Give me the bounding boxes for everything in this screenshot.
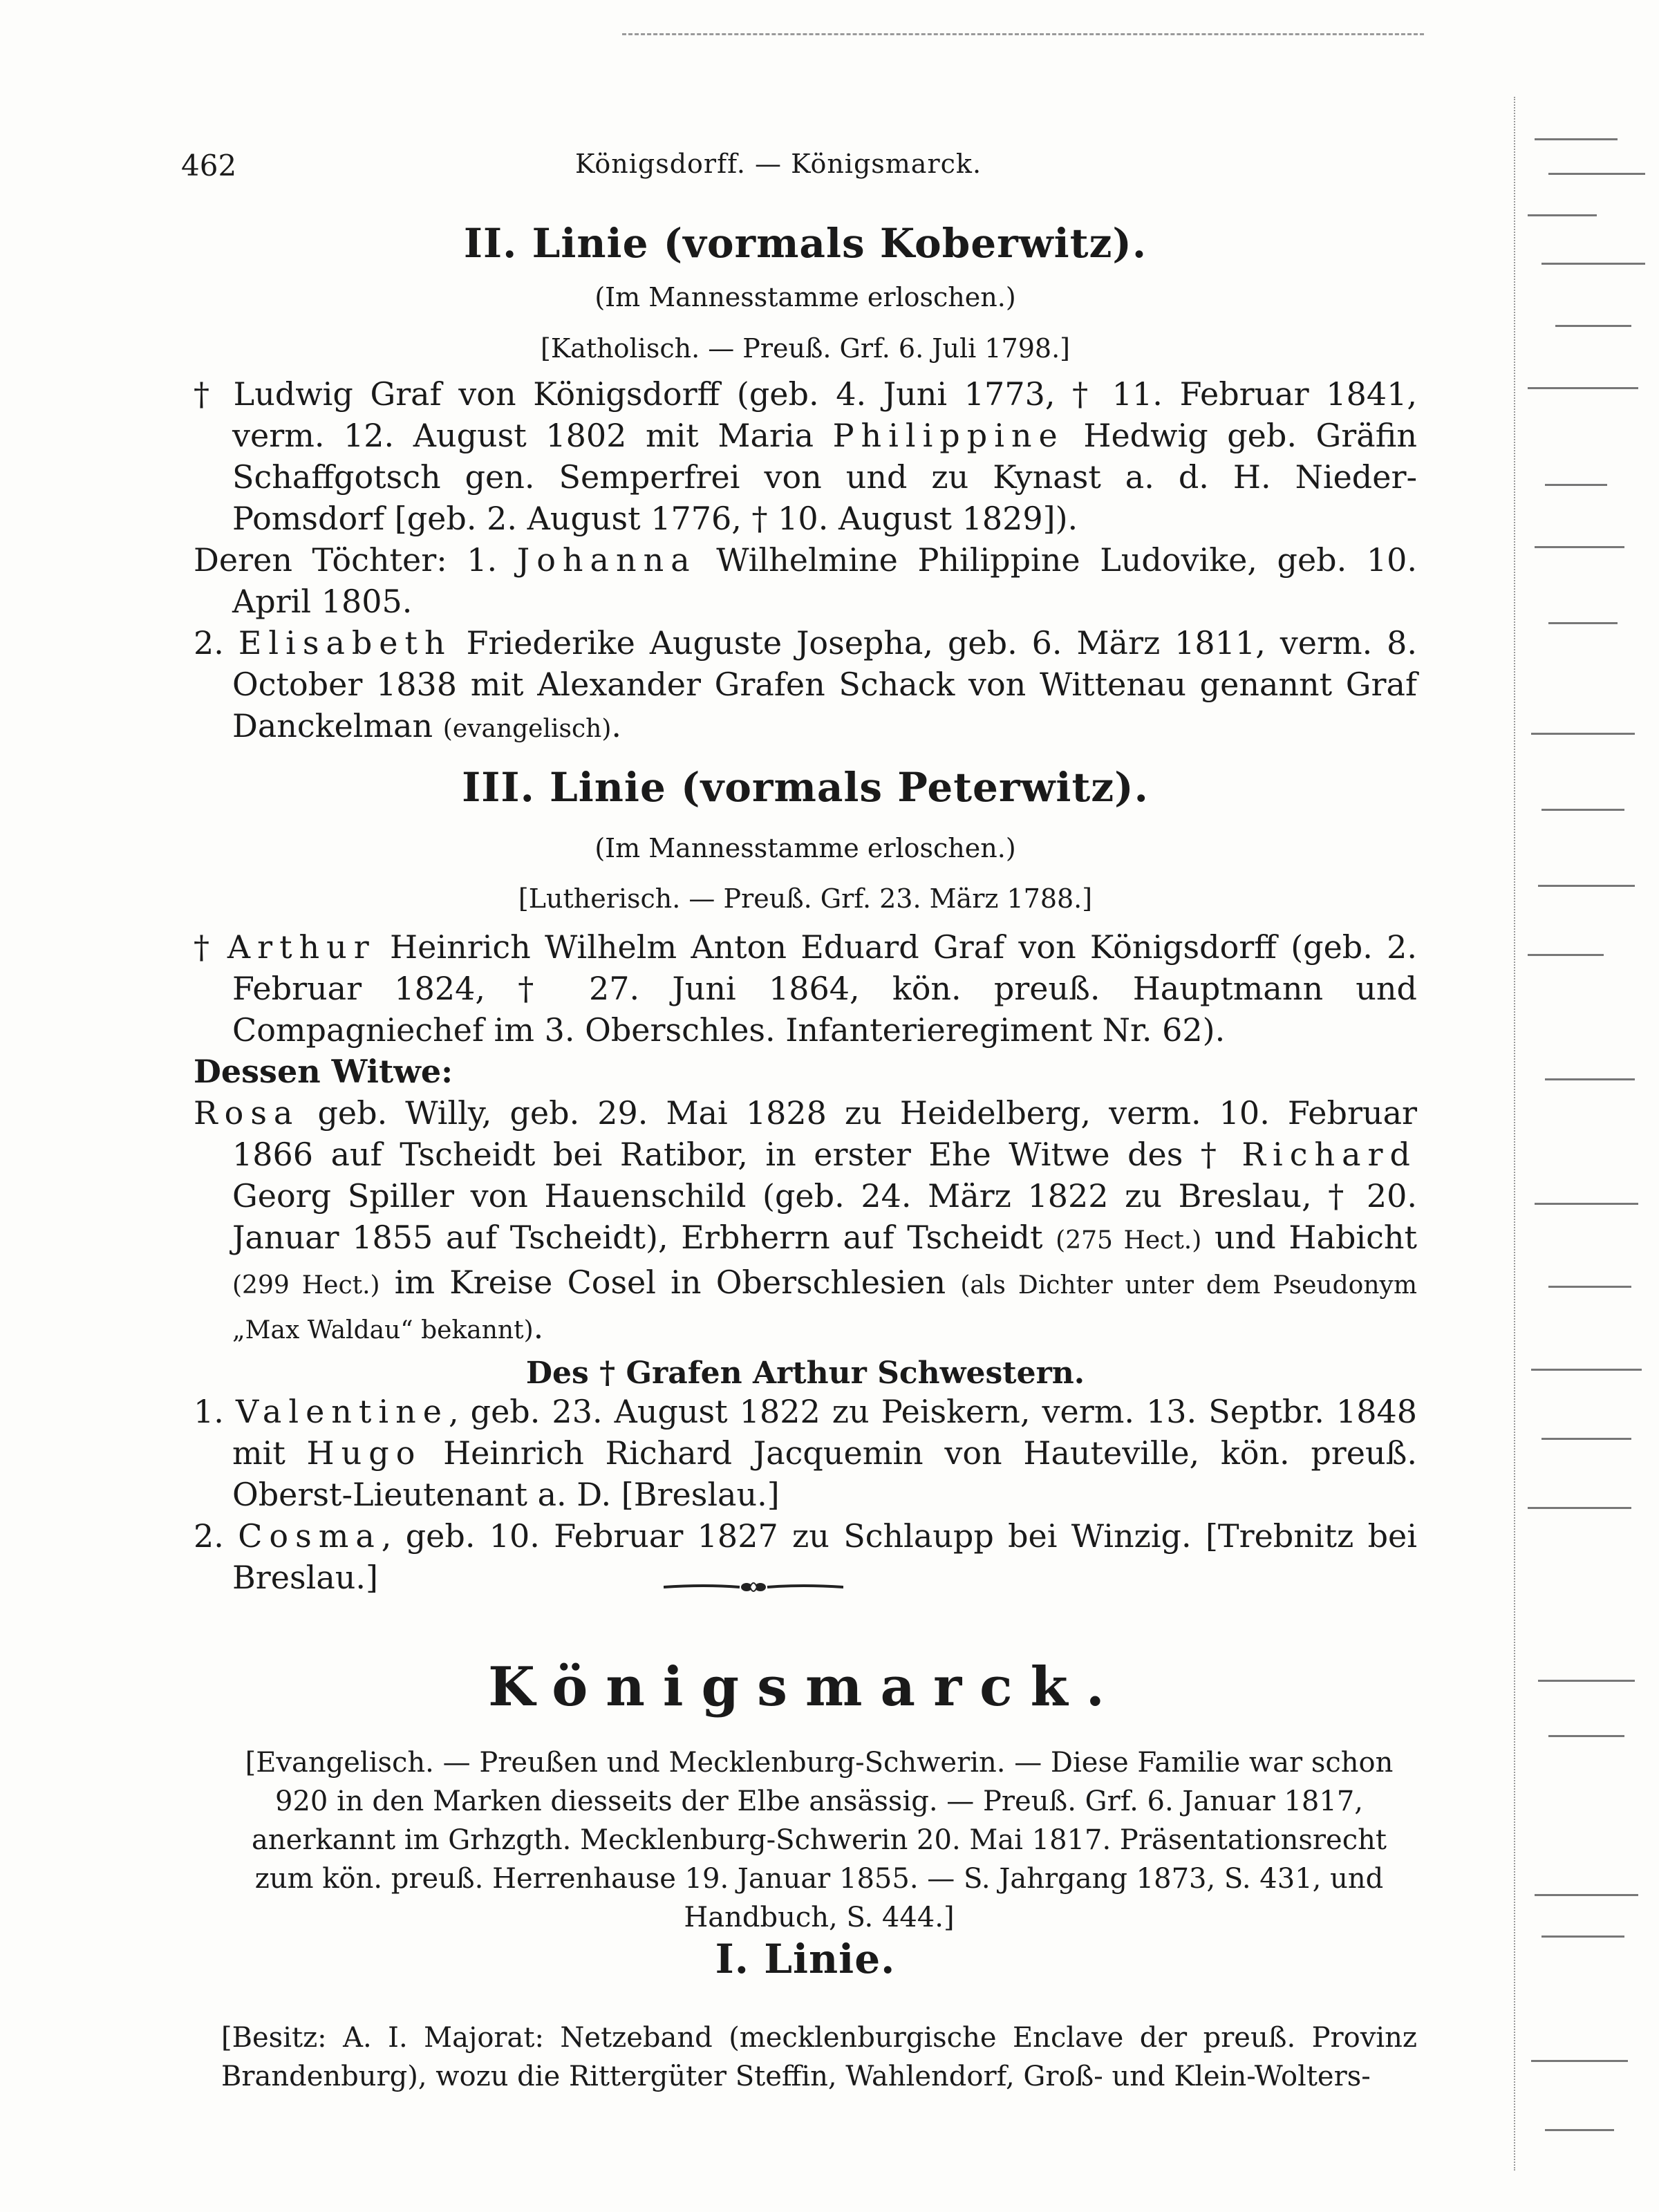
section-iii-entries (194, 926, 1417, 1598)
genealogy-entry (194, 1391, 1417, 1515)
genealogy-entry (194, 926, 1417, 1051)
entry-text: Heinrich Wilhelm Anton Eduard Graf von Königsdorff (geb. 2. Februar 1824, † 27. Juni 1864, kön. preuß. Hauptmann und Compagniechef im 3. Oberschles. Infanterieregiment Nr. 62). (232, 928, 1418, 1049)
entry-text: † (194, 928, 227, 966)
bleed-through-text (1528, 124, 1659, 2198)
spaced-name: Johanna (516, 541, 697, 579)
entry-text: im Kreise Cosel in Oberschlesien (379, 1264, 961, 1301)
genealogy-entry (194, 539, 1417, 622)
entry-text: Wilhelmine Philippine Ludovike, geb. 10. April 1805. (232, 541, 1417, 620)
section-ii-subtitle-wrap (194, 282, 1417, 312)
section-title: II. Linie (vormals Koberwitz). (463, 220, 1147, 267)
entry-text: . (611, 707, 622, 744)
family-intro: [Evangelisch. — Preußen und Mecklenburg-Schwerin. — Diese Familie war schon 920 in den Marken diesseits der Elbe ansässig. — Preuß. Grf. 6. Januar 1817, anerkannt im Grhzgth. Mecklenburg-Schwerin 20. Mai 1817. Präsentationsrecht zum kön. preuß. Herrenhause 19. Januar 1855. — S. Jahrgang 1873, S. 431, und Handbuch, S. 444.] (245, 1747, 1394, 1933)
spaced-name: Cosma (238, 1517, 382, 1555)
small-note: (299 Hect.) (232, 1271, 380, 1300)
besitz-text: [Besitz: A. I. Majorat: Netzeband (mecklenburgische Enclave der preuß. Provinz Brandenburg), wozu die Rittergüter Steffin, Wahlendorf, Groß- und Klein-Wolters- (221, 2022, 1417, 2092)
section-iii-heading (194, 764, 1417, 811)
entry-text: Georg Spiller von Hauenschild (geb. 24. März 1822 zu Breslau, † 20. Januar 1855 auf Tscheidt), Erbherrn auf Tscheidt (232, 1177, 1417, 1256)
entry-text: 2. (194, 624, 238, 662)
section-title: I. Linie. (715, 1936, 896, 1983)
section-ii-entries (194, 373, 1417, 750)
spaced-name: Arthur (227, 928, 376, 966)
spaced-name: Hugo (306, 1434, 422, 1472)
small-note: (als Dichter unter dem Pseudonym „Max Waldau“ bekannt) (232, 1271, 1417, 1344)
confession-line: [Lutherisch. — Preuß. Grf. 23. März 1788.] (518, 883, 1093, 914)
entry-text: Heinrich Richard Jacquemin von Hauteville, kön. preuß. Oberst-Lieutenant a. D. [Breslau.] (232, 1434, 1417, 1513)
entry-text: Hedwig geb. Gräfin Schaffgotsch gen. Semperfrei von und zu Kynast a. d. H. Nieder-Pomsdorf [geb. 2. August 1776, † 10. August 1829]). (232, 417, 1418, 537)
genealogy-entry (194, 373, 1417, 539)
section-title: III. Linie (vormals Peterwitz). (462, 764, 1149, 811)
entry-text: , geb. 23. August 1822 zu Peiskern, verm. 13. Septbr. 1848 mit (232, 1393, 1417, 1472)
genealogy-entry (194, 622, 1417, 750)
sisters-heading: Des † Grafen Arthur Schwestern. (525, 1356, 1085, 1391)
spaced-name: Rosa (194, 1094, 300, 1132)
konigsmarck-intro (221, 1743, 1417, 1937)
running-head: Königsdorff. — Königsmarck. (575, 149, 982, 179)
section-iii-subtitle-wrap (194, 833, 1417, 863)
section-ii-heading (194, 220, 1417, 267)
konigsmarck-line1-heading (194, 1936, 1417, 1983)
scan-fold-shadow (1514, 97, 1515, 2171)
genealogy-entry (194, 1092, 1417, 1351)
entry-text: und Habicht (1201, 1219, 1417, 1256)
entry-text: Friederike Auguste Josepha, geb. 6. März 1811, verm. 8. October 1838 mit Alexander Grafen Schack von Wittenau genannt Graf Danckelman (232, 624, 1417, 744)
entry-text: , geb. 10. Februar 1827 zu Schlaupp bei Winzig. [Trebnitz bei Breslau.] (232, 1517, 1417, 1596)
family-title: Königsmarck. (488, 1656, 1123, 1718)
spaced-name: Valentine (235, 1393, 449, 1430)
widow-label: Dessen Witwe: (194, 1053, 453, 1090)
entry-text: Deren Töchter: 1. (194, 541, 517, 579)
page-number: 462 (181, 149, 237, 182)
entry-text: 1. (194, 1393, 236, 1430)
section-iii-confession-wrap (194, 883, 1417, 914)
page-header (181, 149, 1439, 190)
scan-top-edge (622, 33, 1424, 35)
spaced-name: Philippine (832, 417, 1065, 454)
confession-line: [Katholisch. — Preuß. Grf. 6. Juli 1798.] (541, 333, 1070, 364)
ornament-divider (664, 1573, 843, 1601)
entry-text: 2. (194, 1517, 238, 1555)
entry-text: geb. Willy, geb. 29. Mai 1828 zu Heidelberg, verm. 10. Februar 1866 auf Tscheidt bei Ratibor, in erster Ehe Witwe des † (232, 1094, 1417, 1173)
small-note: (evangelisch) (442, 715, 612, 743)
section-subtitle: (Im Mannesstamme erloschen.) (594, 833, 1016, 863)
spaced-name: Richard (1241, 1136, 1417, 1173)
section-subtitle: (Im Mannesstamme erloschen.) (594, 282, 1016, 312)
entry-text: . (533, 1309, 544, 1346)
konigsmarck-heading (194, 1656, 1417, 1718)
entry-text: † Ludwig Graf von Königsdorff (geb. 4. Juni 1773, † 11. Februar 1841, verm. 12. August 1802 mit Maria (194, 375, 1417, 454)
section-ii-confession-wrap (194, 333, 1417, 364)
spaced-name: Elisabeth (238, 624, 452, 662)
konigsmarck-besitz (221, 2018, 1417, 2096)
small-note: (275 Hect.) (1056, 1226, 1202, 1255)
